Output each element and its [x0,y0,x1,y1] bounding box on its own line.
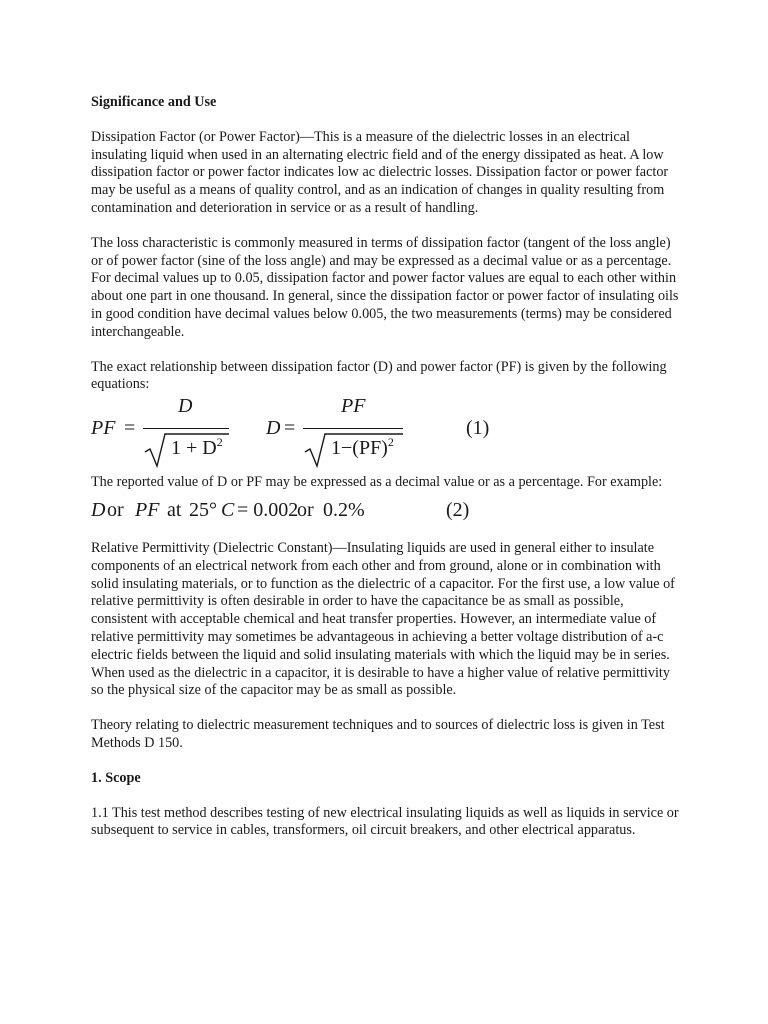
eq1-number: (1) [466,417,490,440]
eq2-number: (2) [446,498,470,521]
eq2-unit: C [221,498,235,521]
eq2-or-2: or [297,498,314,521]
eq1-den2-exponent: 2 [387,435,394,450]
eq1-lhs-pf: PF [91,417,116,440]
eq1-fraction-bar-2 [303,428,403,429]
paragraph-dissipation-factor: Dissipation Factor (or Power Factor)—This is a measure of the dielectric losses in an electrical insulating liquid when used in an alternating electric field and of the energy dissipated as heat. A low dissipation factor or power factor indicates low ac dielectric losses. Dissipation factor or power factor may be useful as a means of quality control, and as an indication of changes in quality resulting from contamination and deterioration in service or as a result of handling. [91,128,669,216]
eq1-lhs-d: D [266,417,281,440]
paragraph-reported-value: The reported value of D or PF may be expressed as a decimal value or as a percentage. For example: [91,474,663,491]
section-heading-significance: Significance and Use [91,94,217,110]
eq2-temperature: 25° [189,498,217,521]
document-page [91,94,681,840]
equation-1 [91,394,681,474]
eq2-value: = 0.002 [237,498,299,521]
eq2-or-1: or [107,498,124,521]
eq1-denominator-1 [171,435,223,460]
eq1-numerator-d: D [178,395,193,418]
eq1-sqrt-symbol-1 [143,432,173,470]
eq2-var-pf: PF [135,498,160,521]
eq1-sqrt-symbol-2 [303,432,333,470]
eq2-var-d: D [91,498,106,521]
eq1-den2-text: 1−(PF) [331,437,388,460]
eq1-equals-1: = [124,417,136,440]
eq1-denominator-2 [331,435,394,460]
paragraph-scope-1-1: 1.1 This test method describes testing of new electrical insulating liquids as well as liquids in service or subsequent to service in cables, transformers, oil circuit breakers, and other electrical apparatus. [91,804,679,839]
eq1-equals-2: = [284,417,296,440]
paragraph-loss-characteristic: The loss characteristic is commonly measured in terms of dissipation factor (tangent of the loss angle) or of power factor (sine of the loss angle) and may be expressed as a decimal value or as a percentage. For decimal values up to 0.05, dissipation factor and power factor values are equal to each other within about one part in one thousand. In general, since the dissipation factor or power factor of insulating oils in good condition have decimal values below 0.005, the two measurements (terms) may be considered interchangeable. [91,234,679,340]
eq1-fraction-bar-1 [143,428,229,429]
equation-2 [91,492,681,526]
paragraph-theory: Theory relating to dielectric measurement techniques and to sources of dielectric loss is given in Test Methods D 150. [91,717,665,751]
eq1-numerator-pf: PF [341,395,366,418]
eq1-den1-text: 1 + D [171,437,217,460]
eq2-at: at [167,498,182,521]
paragraph-relative-permittivity: Relative Permittivity (Dielectric Constant)—Insulating liquids are used in general either to insulate components of an electrical network from each other and from ground, alone or in combination with solid insulating materials, or to function as the dielectric of a capacitor. For the first use, a low value of relative permittivity is often desirable in order to have the capacitance be as small as possible, consistent with acceptable chemical and heat transfer properties. However, an intermediate value of relative permittivity may sometimes be advantageous in achieving a better voltage distribution of a-c electric fields between the liquid and solid insulating materials with which the liquid may be in series. When used as the dielectric in a capacitor, it is desirable to have a higher value of relative permittivity so the physical size of the capacitor may be as small as possible. [91,539,675,699]
section-heading-scope: 1. Scope [91,769,141,786]
paragraph-exact-relationship: The exact relationship between dissipation factor (D) and power factor (PF) is given by the following equations: [91,358,667,393]
eq1-den1-exponent: 2 [216,435,223,450]
eq2-percentage: 0.2% [323,498,365,521]
